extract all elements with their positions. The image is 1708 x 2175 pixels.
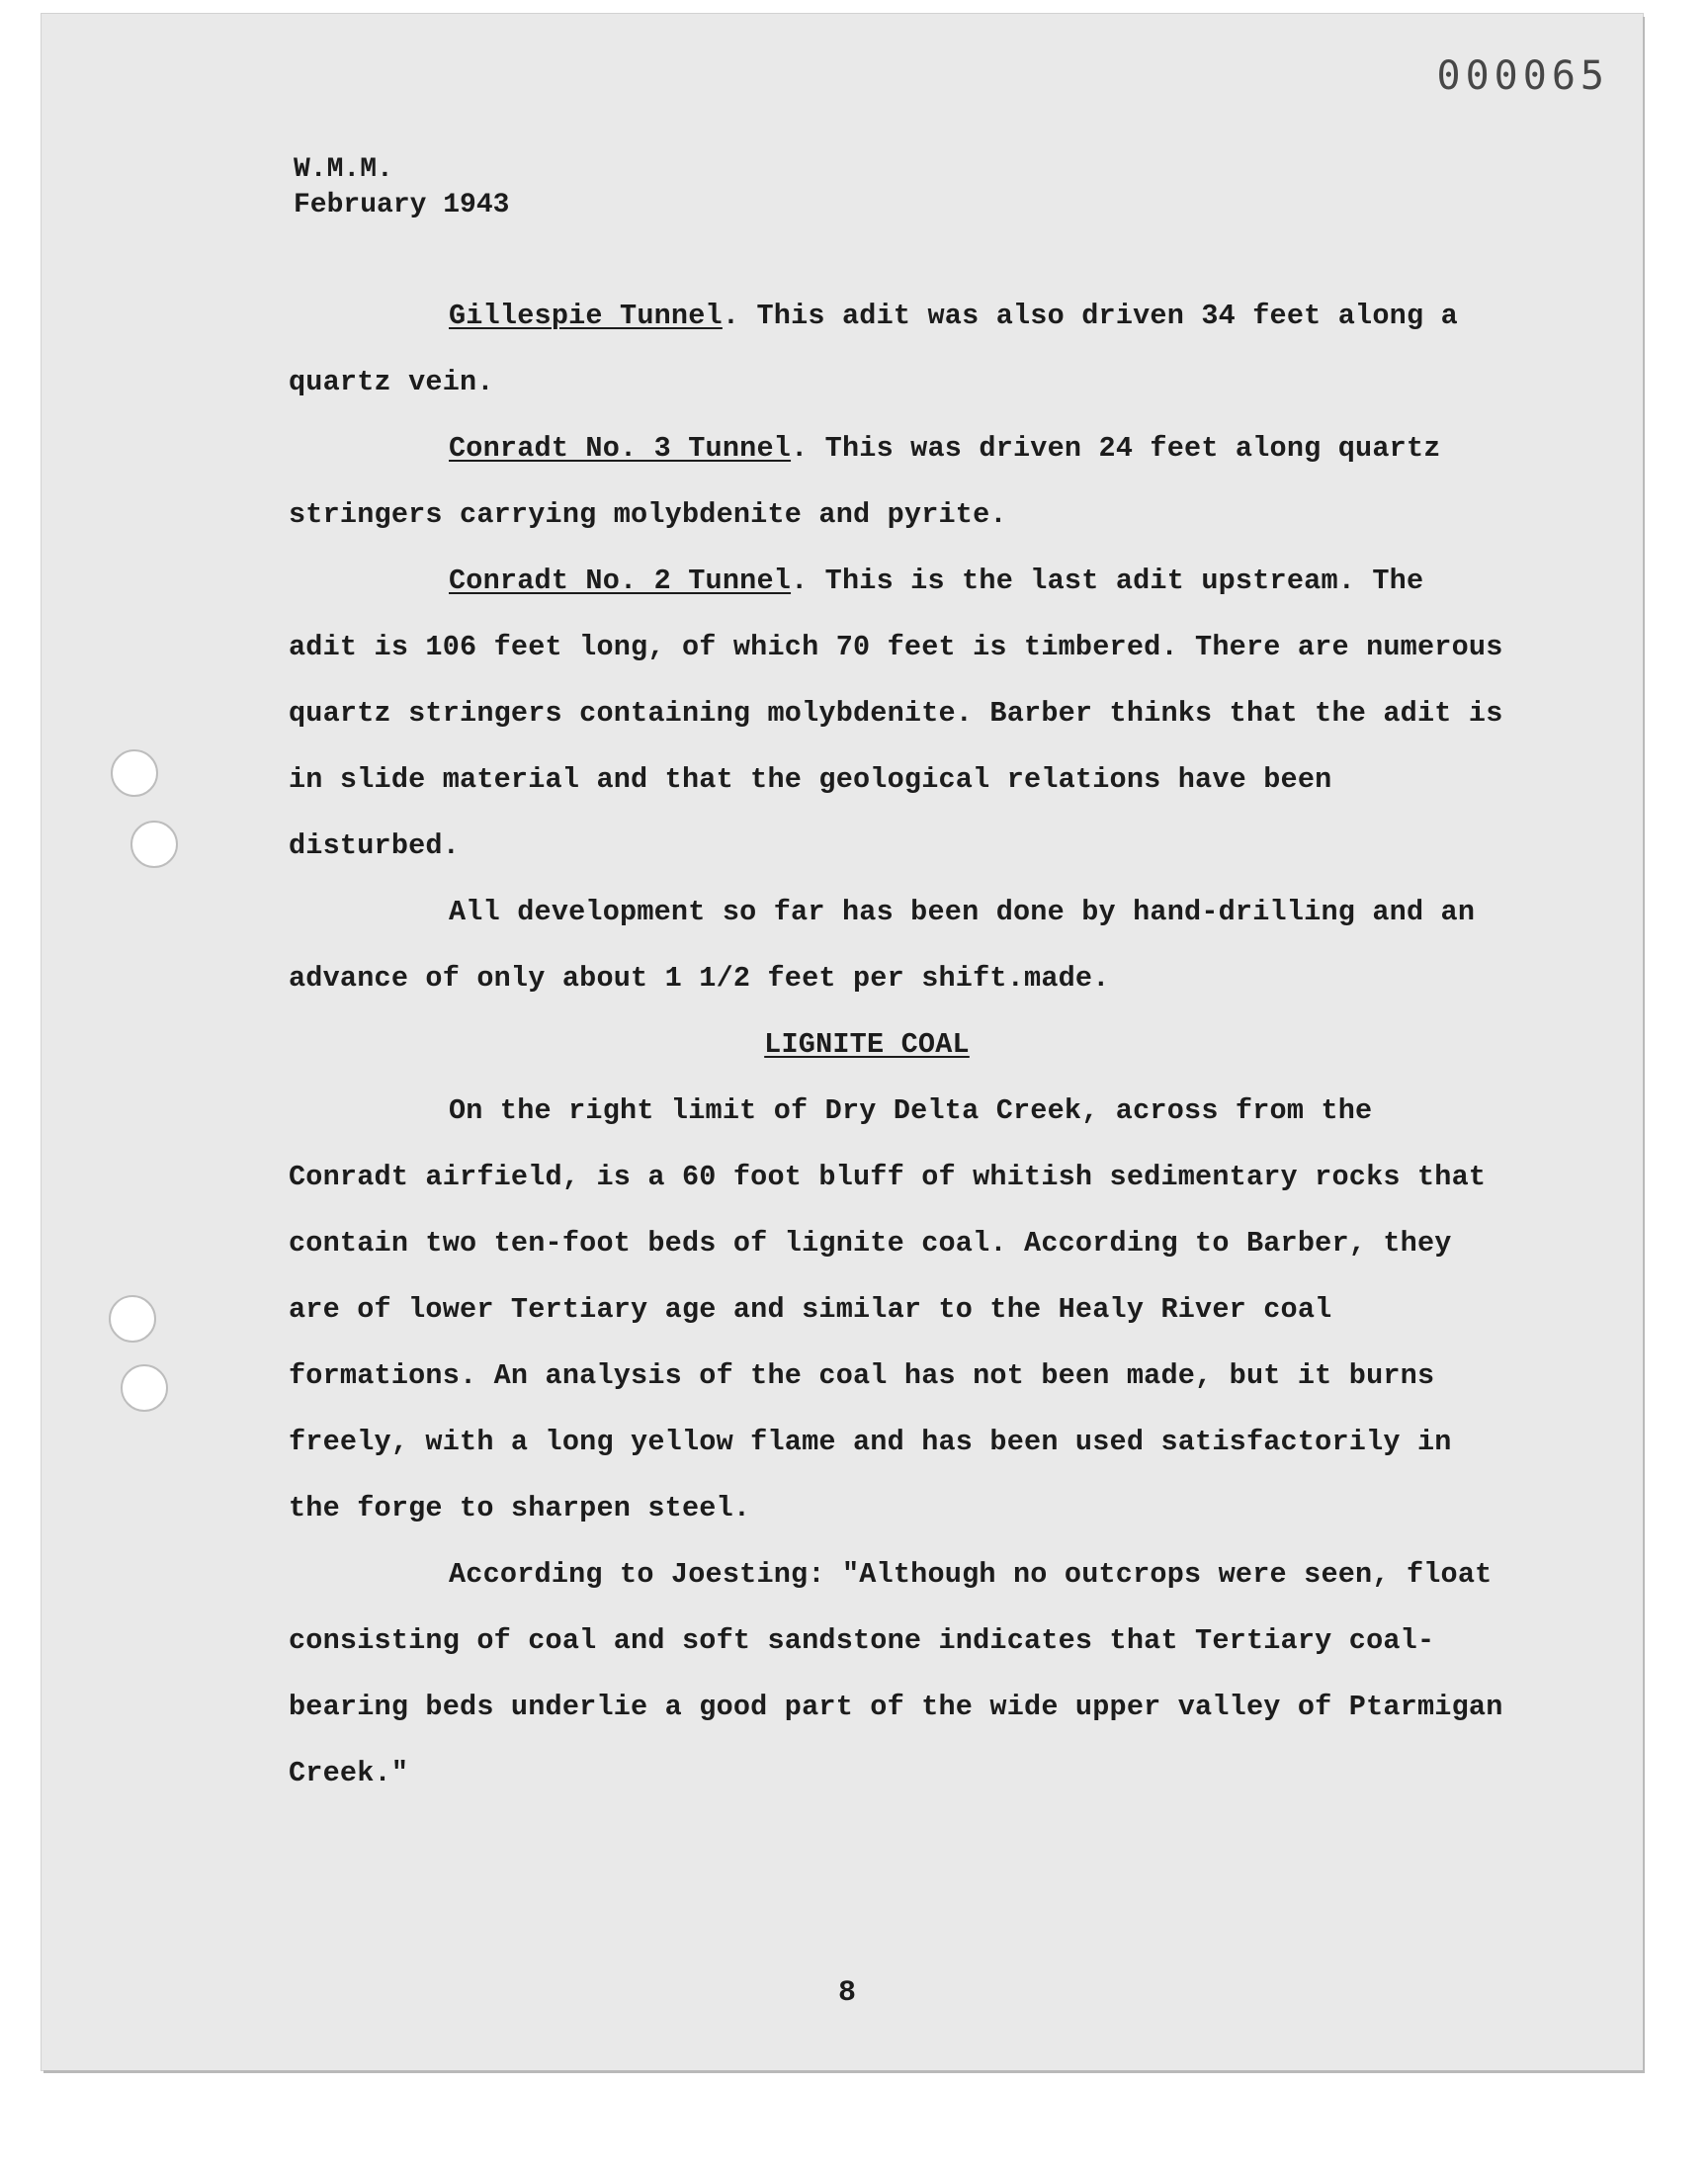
- paragraph-conradt-no3-tunnel: [289, 415, 1504, 548]
- paragraph-gillespie-tunnel: [289, 283, 1504, 415]
- document-page: [42, 14, 1643, 2070]
- paragraph-lignite-coal: On the right limit of Dry Delta Creek, across from the Conradt airfield, is a 60 foot bluff of whitish sedimentary rocks that contain two ten-foot beds of lignite coal. According to Barber, they are of lower Tertiary age and similar to the Healy River coal formations. An analysis of the coal has not been made, but it burns freely, with a long yellow flame and has been used satisfactorily in the forge to sharpen steel.: [289, 1094, 1487, 1524]
- document-header: [294, 152, 509, 223]
- document-date: February 1943: [294, 190, 510, 220]
- punch-hole: [121, 1364, 168, 1412]
- document-stamp-number: 000065: [1436, 53, 1609, 99]
- author-initials: W.M.M.: [294, 154, 393, 185]
- heading-gillespie-tunnel: Gillespie Tunnel: [449, 300, 723, 332]
- punch-hole: [130, 821, 178, 868]
- page-number: 8: [837, 1976, 856, 2010]
- text-gillespie-tunnel: . This adit was also driven 34 feet along a quartz vein.: [289, 300, 1458, 398]
- punch-hole: [109, 1295, 156, 1343]
- paragraph-conradt-no2-tunnel: [289, 548, 1504, 879]
- document-body: [289, 283, 1504, 1806]
- lignite-coal-heading-text: LIGNITE COAL: [764, 1028, 970, 1061]
- section-heading-lignite-coal: [289, 1011, 1504, 1078]
- text-conradt-no3-tunnel: . This was driven 24 feet along quartz stringers carrying molybdenite and pyrite.: [289, 432, 1441, 531]
- heading-conradt-no3-tunnel: Conradt No. 3 Tunnel: [449, 432, 792, 465]
- text-conradt-no2-tunnel: . This is the last adit upstream. The adit is 106 feet long, of which 70 feet is timbered. There are numerous quartz stringers containing molybdenite. Barber thinks that the adit is in slide material and that the geological relations have been disturbed.: [289, 565, 1503, 862]
- paragraph-development: All development so far has been done by hand-drilling and an advance of only about 1 1/2 feet per shift.made.: [289, 896, 1476, 995]
- paragraph-joesting-quote: According to Joesting: "Although no outcrops were seen, float consisting of coal and soft sandstone indicates that Tertiary coal-bearing beds underlie a good part of the wide upper valley of Ptarmigan Creek.": [289, 1558, 1503, 1789]
- punch-hole: [111, 749, 158, 797]
- heading-conradt-no2-tunnel: Conradt No. 2 Tunnel: [449, 565, 792, 597]
